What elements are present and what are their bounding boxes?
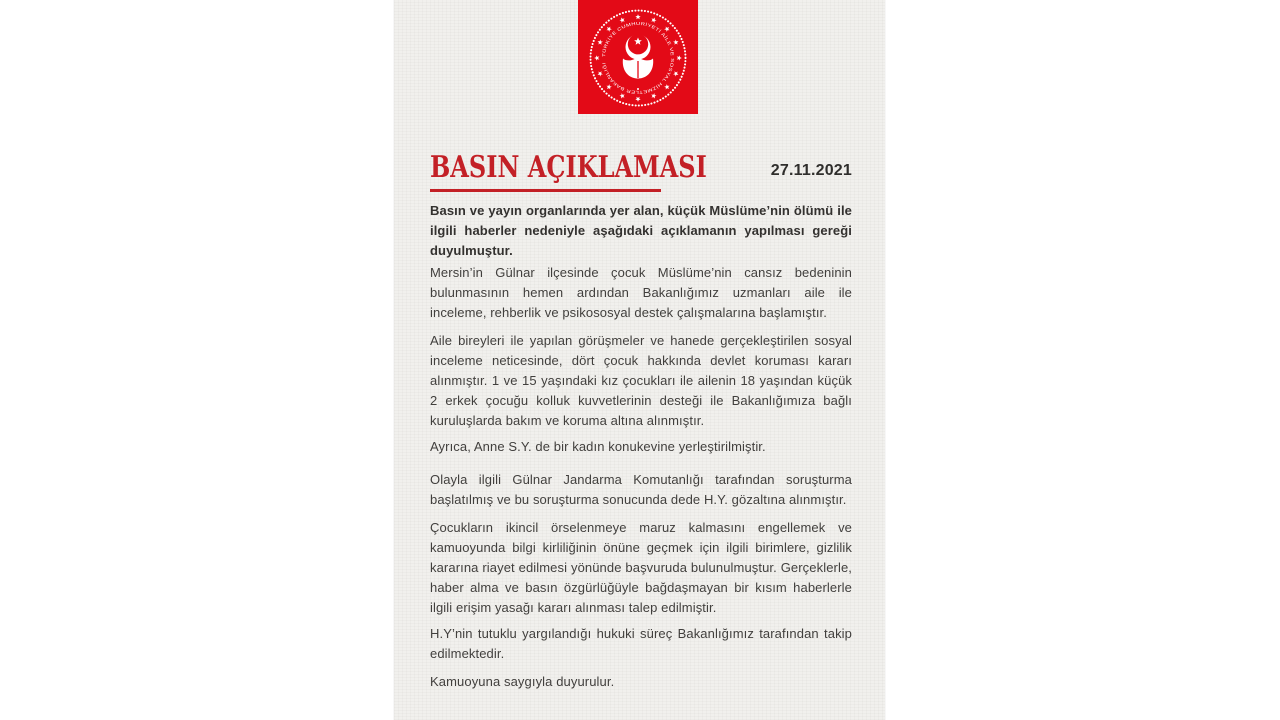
page-title: BASIN AÇIKLAMASI [430,150,707,185]
ministry-emblem-icon [578,0,698,114]
press-release-paper [394,0,885,720]
logo-ring-text: TÜRKİYE CUMHURİYETİ AİLE VE SOSYAL HİZMETLER BAKANLIĞI [600,20,676,96]
press-release-date: 27.11.2021 [770,162,852,179]
press-release-intro: Basın ve yayın organlarında yer alan, küçük Müslüme’nin ölümü ile ilgili haberler nedeniyle aşağıdaki açıklamanın yapılması gereği duyulmuştur. [430,203,852,258]
press-release-paragraph: Çocukların ikincil örselenmeye maruz kalmasını engellemek ve kamuoyunda bilgi kirliliğinin önüne geçmek için ilgili birimlere, gizlilik kararına riayet edilmesi yönünde başvuruda bulunulmuştur. Gerçeklerle, haber alma ve basın özgürlüğüyle bağdaşmayan bir kısım haberlerle ilgili erişim yasağı kararı alınması talep edilmiştir. [430,520,852,615]
press-release-body [430,201,852,692]
press-release-paragraph: Mersin’in Gülnar ilçesinde çocuk Müslüme’nin cansız bedeninin bulunmasının hemen ardından Bakanlığımız uzmanları aile ile inceleme, rehberlik ve psikososyal destek çalışmalarına başlamıştır. [430,265,852,320]
title-underline [430,189,661,192]
press-release-paragraphs [430,263,852,692]
press-release-paragraph: Ayrıca, Anne S.Y. de bir kadın konukevine yerleştirilmiştir. [430,439,766,454]
press-release-paragraph: H.Y’nin tutuklu yargılandığı hukuki süreç Bakanlığımız tarafından takip edilmektedir. [430,626,852,661]
ministry-logo [578,0,698,114]
press-release-paragraph: Olayla ilgili Gülnar Jandarma Komutanlığı tarafından soruşturma başlatılmış ve bu soruşturma sonucunda dede H.Y. gözaltına alınmıştır. [430,472,852,507]
press-release-paragraph: Kamuoyuna saygıyla duyurulur. [430,674,615,689]
press-release-paragraph: Aile bireyleri ile yapılan görüşmeler ve hanede gerçekleştirilen sosyal inceleme neticesinde, dört çocuk hakkında devlet koruması kararı alınmıştır. 1 ve 15 yaşındaki kız çocukları ile ailenin 18 yaşından küçük 2 erkek çocuğu kolluk kuvvetlerinin desteği ile Bakanlığımıza bağlı kuruluşlarda bakım ve koruma altına alınmıştır. [430,333,852,428]
